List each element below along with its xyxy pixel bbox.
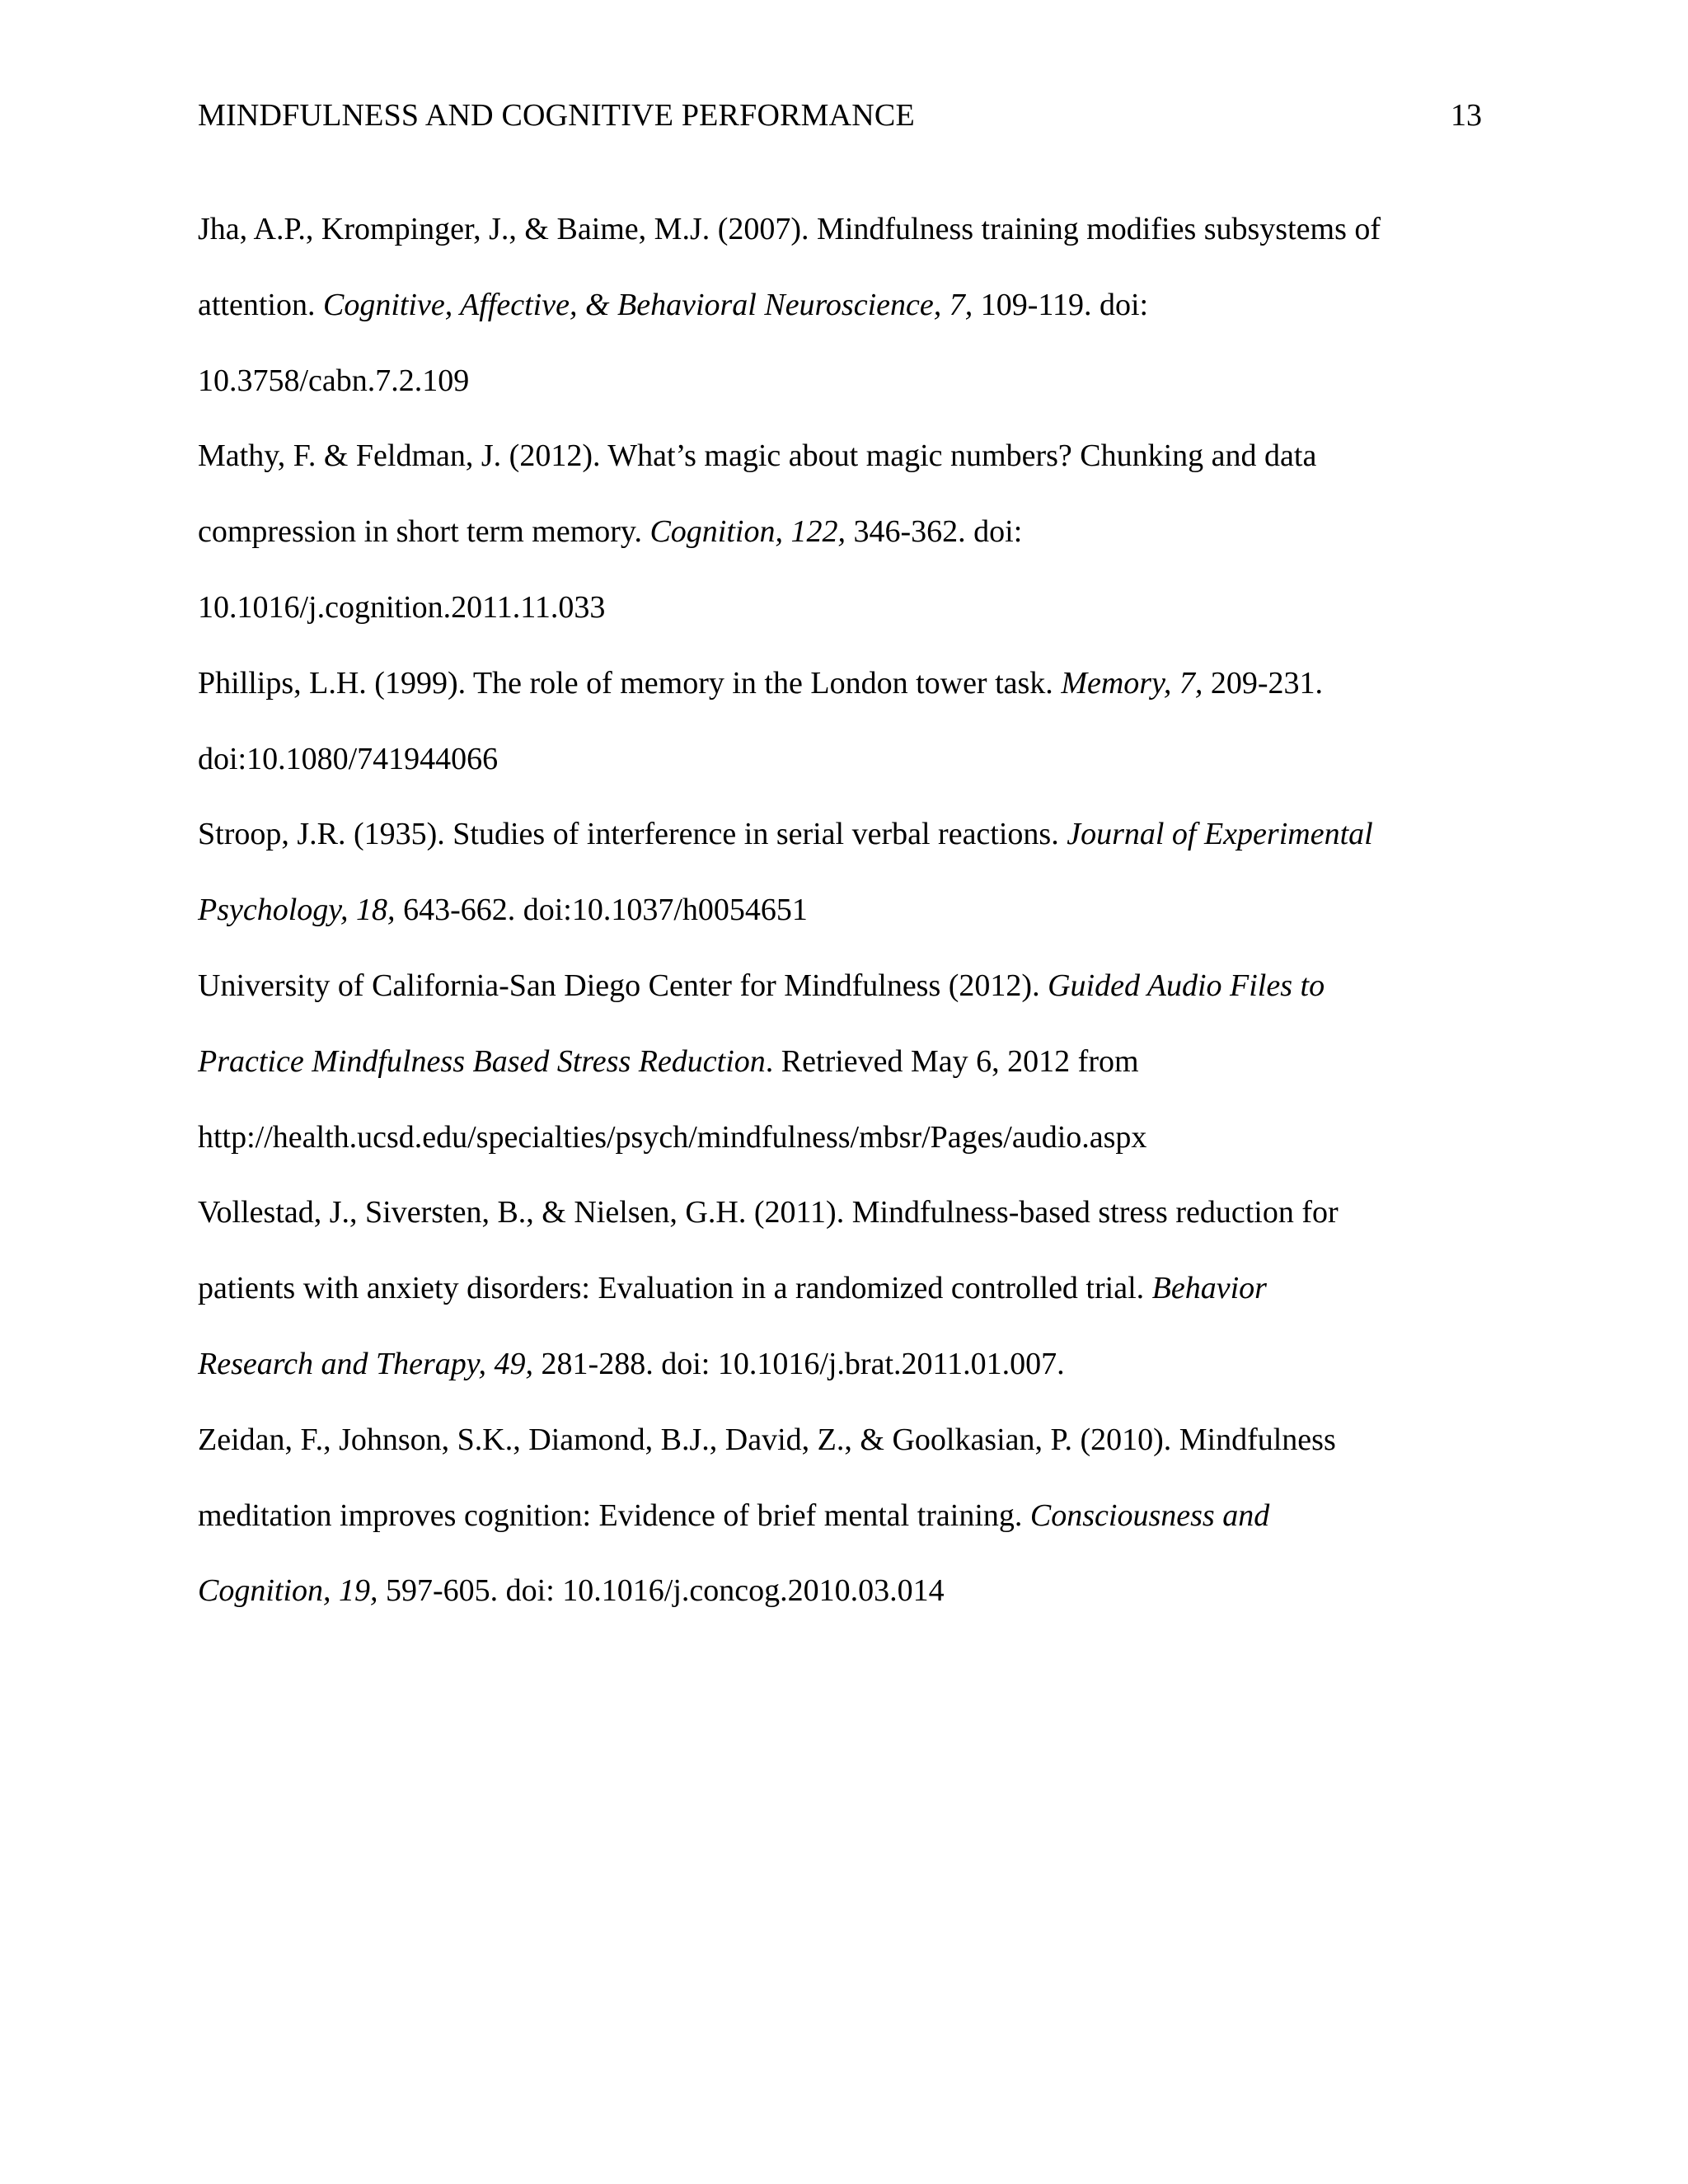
reference-text-segment: 10.3758/cabn.7.2.109 xyxy=(198,363,470,398)
reference-text-segment: doi:10.1080/741944066 xyxy=(198,741,499,776)
reference-text-segment: Phillips, L.H. (1999). The role of memory in the London tower task. xyxy=(198,665,1062,701)
reference-text-segment: Mathy, F. & Feldman, J. (2012). What’s magic about magic numbers? Chunking and data xyxy=(198,438,1317,474)
reference-text-segment: Stroop, J.R. (1935). Studies of interference in serial verbal reactions. xyxy=(198,817,1067,852)
reference-line xyxy=(198,646,1517,722)
reference-italic-segment: Cognition, 19, xyxy=(198,1573,378,1609)
reference-line xyxy=(198,268,1517,344)
reference-italic-segment: Research and Therapy, 49, xyxy=(198,1346,534,1381)
page-number: 13 xyxy=(1451,98,1482,133)
reference-italic-segment: Journal of Experimental xyxy=(1067,817,1373,852)
reference-entry xyxy=(198,1175,1517,1402)
reference-line xyxy=(198,797,1517,873)
reference-text-segment: http://health.ucsd.edu/specialties/psych/mindfulness/mbsr/Pages/audio.aspx xyxy=(198,1119,1147,1155)
reference-italic-segment: Memory, 7, xyxy=(1061,665,1203,701)
reference-text-segment: University of California-San Diego Center for Mindfulness (2012). xyxy=(198,968,1048,1003)
reference-italic-segment: Consciousness and xyxy=(1029,1497,1270,1533)
reference-line xyxy=(198,1024,1517,1100)
reference-entry xyxy=(198,192,1517,419)
reference-line xyxy=(198,1100,1517,1176)
reference-entry xyxy=(198,419,1517,645)
reference-text-segment: 597-605. doi: 10.1016/j.concog.2010.03.014 xyxy=(377,1573,945,1609)
reference-line xyxy=(198,1251,1517,1327)
reference-italic-segment: Cognition, 122, xyxy=(649,514,846,550)
reference-entry xyxy=(198,1403,1517,1629)
reference-entry xyxy=(198,646,1517,798)
reference-line xyxy=(198,1175,1517,1251)
reference-list xyxy=(198,192,1517,1629)
reference-text-segment: 209-231. xyxy=(1203,665,1323,701)
reference-text-segment: attention. xyxy=(198,287,323,322)
reference-text-segment: 109-119. doi: xyxy=(973,287,1149,322)
reference-line xyxy=(198,494,1517,570)
reference-text-segment: . Retrieved May 6, 2012 from xyxy=(765,1043,1139,1079)
reference-italic-segment: Practice Mindfulness Based Stress Reduction xyxy=(198,1043,766,1079)
reference-line xyxy=(198,722,1517,798)
reference-text-segment: 643-662. doi:10.1037/h0054651 xyxy=(395,893,808,928)
reference-line xyxy=(198,419,1517,494)
reference-text-segment: Jha, A.P., Krompinger, J., & Baime, M.J. (2007). Mindfulness training modifies subsystems of xyxy=(198,212,1381,246)
reference-text-segment: 10.1016/j.cognition.2011.11.033 xyxy=(198,589,606,625)
running-head: MINDFULNESS AND COGNITIVE PERFORMANCE xyxy=(198,98,915,133)
reference-text-segment: 346-362. doi: xyxy=(845,514,1023,550)
reference-line xyxy=(198,1327,1517,1403)
reference-text-segment: 281-288. doi: 10.1016/j.brat.2011.01.007. xyxy=(533,1346,1065,1381)
reference-line xyxy=(198,192,1517,268)
reference-line xyxy=(198,1403,1517,1479)
reference-italic-segment: Psychology, 18, xyxy=(198,893,396,928)
reference-italic-segment: Cognitive, Affective, & Behavioral Neuroscience, 7, xyxy=(322,287,973,322)
reference-entry xyxy=(198,797,1517,949)
reference-line xyxy=(198,570,1517,646)
reference-text-segment: Zeidan, F., Johnson, S.K., Diamond, B.J., David, Z., & Goolkasian, P. (2010). Mindfulness xyxy=(198,1422,1336,1457)
reference-italic-segment: Guided Audio Files to xyxy=(1048,968,1325,1003)
reference-text-segment: compression in short term memory. xyxy=(198,514,650,550)
reference-line xyxy=(198,344,1517,419)
reference-italic-segment: Behavior xyxy=(1151,1271,1267,1306)
reference-text-segment: meditation improves cognition: Evidence of brief mental training. xyxy=(198,1497,1030,1533)
reference-line xyxy=(198,1554,1517,1629)
reference-entry xyxy=(198,949,1517,1175)
reference-text-segment: patients with anxiety disorders: Evaluation in a randomized controlled trial. xyxy=(198,1271,1152,1306)
reference-line xyxy=(198,949,1517,1024)
reference-text-segment: Vollestad, J., Siversten, B., & Nielsen, G.H. (2011). Mindfulness-based stress reduction for xyxy=(198,1195,1339,1230)
reference-line xyxy=(198,1479,1517,1554)
reference-line xyxy=(198,873,1517,949)
